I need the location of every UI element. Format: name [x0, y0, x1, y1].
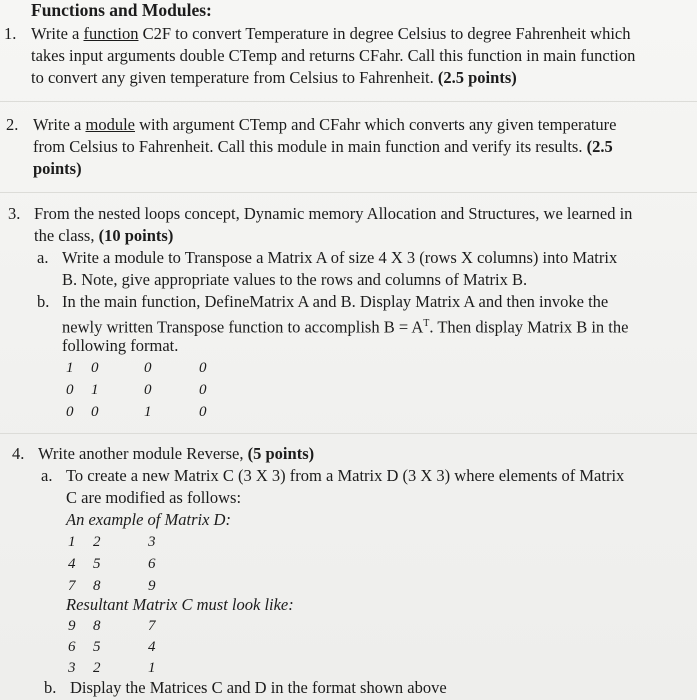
q4-number: 4. [12, 444, 25, 463]
transpose-superscript: T [423, 318, 430, 329]
matrix-cell: 9 [148, 578, 156, 594]
matrix-cell: 3 [148, 534, 156, 550]
q1-keyword-function: function [83, 24, 139, 43]
matrix-cell: 1 [68, 534, 76, 550]
q2-line-3: points) [33, 159, 82, 178]
q3b-line-2: newly written Transpose function to accomplish $B = A^T$. Then display Matrix B in the [62, 317, 629, 337]
matrix-cell: 0 [91, 404, 99, 420]
q1-line-3: to convert any given temperature from Celsius to Fahrenheit. (2.5 points) [31, 68, 517, 87]
q4b-label: b. [44, 678, 57, 697]
separator [0, 433, 697, 434]
q2-line-2: from Celsius to Fahrenheit. Call this module in main function and verify its results. (2.5 [33, 137, 613, 156]
q2-line-1: Write a module with argument CTemp and CFahr which converts any given temperature [33, 115, 617, 134]
q2-keyword-module: module [85, 115, 135, 134]
q3a-line-1: Write a module to Transpose a Matrix A of size 4 X 3 (rows X columns) into Matrix [62, 248, 618, 267]
q4a-line-2: C are modified as follows: [66, 488, 242, 507]
matrix-cell: 0 [199, 360, 207, 376]
q3-line-1: From the nested loops concept, Dynamic memory Allocation and Structures, we learned in [34, 204, 633, 223]
matrix-b [66, 358, 226, 422]
matrix-cell: 0 [91, 360, 99, 376]
separator [0, 101, 697, 102]
q1-line-2: takes input arguments double CTemp and returns CFahr. Call this function in main function [31, 46, 636, 65]
q1-points: (2.5 points) [437, 68, 517, 87]
matrix-cell: 1 [91, 382, 99, 398]
matrix-cell: 1 [148, 660, 156, 676]
q1-number: 1. [4, 24, 17, 43]
matrix-cell: 0 [199, 404, 207, 420]
matrix-cell: 6 [148, 556, 156, 572]
matrix-cell: 0 [144, 382, 152, 398]
q4-points: (5 points) [247, 444, 315, 463]
matrix-cell: 0 [66, 404, 74, 420]
page-title: Functions and Modules: [31, 0, 212, 20]
matrix-cell: 5 [93, 639, 101, 655]
matrix-cell: 1 [144, 404, 152, 420]
matrix-cell: 8 [93, 618, 101, 634]
q4a-label: a. [41, 466, 53, 485]
matrix-cell: 8 [93, 578, 101, 594]
matrix-cell: 2 [93, 534, 101, 550]
matrix-cell: 7 [68, 578, 76, 594]
matrix-cell: 0 [199, 382, 207, 398]
q3-line-2: the class, (10 points) [34, 226, 174, 245]
q4a-line-1: To create a new Matrix C (3 X 3) from a Matrix D (3 X 3) where elements of Matrix [66, 466, 625, 485]
q3b-line-1: In the main function, DefineMatrix A and B. Display Matrix A and then invoke the [62, 292, 609, 311]
matrix-cell: 0 [144, 360, 152, 376]
matrix-cell: 6 [68, 639, 76, 655]
matrix-cell: 5 [93, 556, 101, 572]
matrix-cell: 4 [148, 639, 156, 655]
q3a-line-2: B. Note, give appropriate values to the rows and columns of Matrix B. [62, 270, 528, 289]
q3-points: (10 points) [98, 226, 174, 245]
q4-line-1: Write another module Reverse, (5 points) [38, 444, 315, 463]
matrix-cell: 4 [68, 556, 76, 572]
result-label: Resultant Matrix C must look like: [66, 595, 294, 614]
matrix-c [68, 616, 168, 680]
q1-line-1: Write a function C2F to convert Temperature in degree Celsius to degree Fahrenheit which [31, 24, 631, 43]
q3a-label: a. [37, 248, 49, 267]
matrix-cell: 7 [148, 618, 156, 634]
q3-number: 3. [8, 204, 21, 223]
matrix-cell: 9 [68, 618, 76, 634]
q2-number: 2. [6, 115, 19, 134]
matrix-d [68, 532, 168, 596]
matrix-cell: 1 [66, 360, 74, 376]
example-label: An example of Matrix D: [66, 510, 231, 529]
matrix-cell: 2 [93, 660, 101, 676]
q4b-line-1: Display the Matrices C and D in the format shown above [70, 678, 447, 697]
q2-points: (2.5 [586, 137, 613, 156]
matrix-cell: 0 [66, 382, 74, 398]
q3b-label: b. [37, 292, 50, 311]
q3b-line-3: following format. [62, 336, 179, 355]
separator [0, 192, 697, 193]
matrix-cell: 3 [68, 660, 76, 676]
